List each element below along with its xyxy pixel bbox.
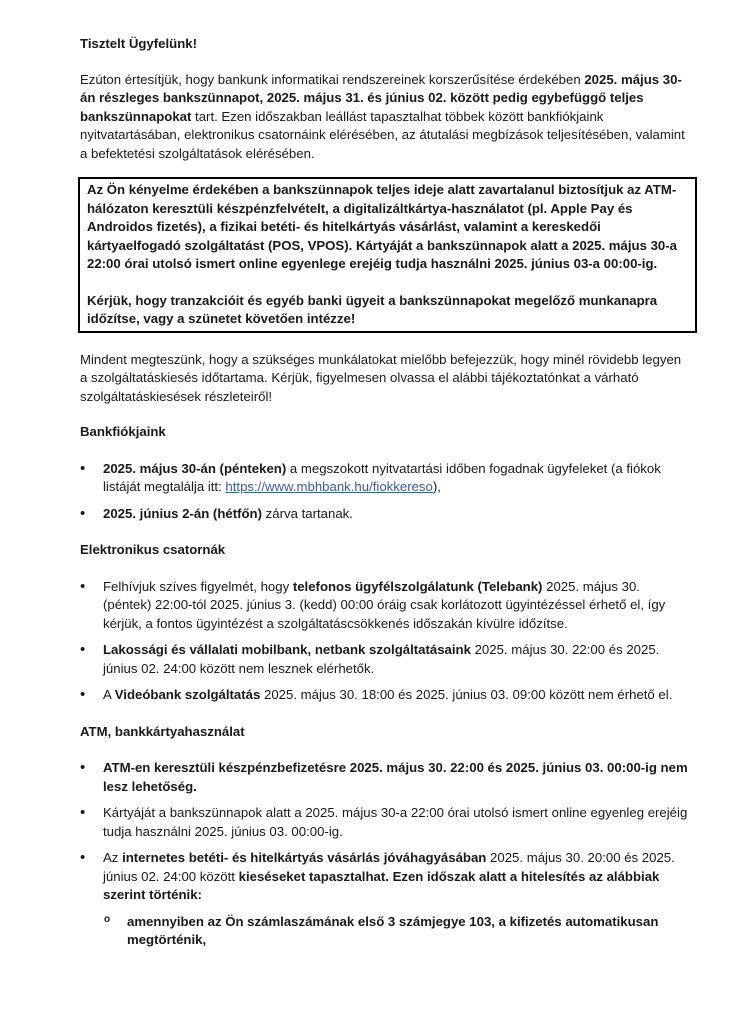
- sub-list-item: o amennyiben az Ön számlaszámának első 3 számjegye 103, a kifizetés automatikusan megtörténik,: [80, 913, 690, 950]
- list-item: [80, 804, 690, 841]
- item-text: Felhívjuk szíves figyelmét, hogy: [103, 578, 293, 594]
- section-heading-branches: Bankfiókjaink: [80, 424, 166, 439]
- item-text: 2025. május 30. 18:00 és 2025. június 03. 09:00 között nem érhető el.: [260, 687, 673, 702]
- notice-paragraph-2: Kérjük, hogy tranzakcióit és egyéb banki ügyeit a bankszünnapokat megelőző munkanapra időzítse, vagy a szünetet követően intézze!: [87, 292, 658, 326]
- greeting: Tisztelt Ügyfelünk!: [80, 36, 197, 51]
- electronic-list: [80, 578, 690, 705]
- item-bold: ATM-en keresztüli készpénzbefizetésre 2025. május 30. 22:00 és 2025. június 03. 00:00-ig nem lesz lehetőség.: [103, 760, 688, 794]
- branch-finder-link[interactable]: https://www.mbhbank.hu/fiokkereso: [225, 479, 433, 494]
- item-text: Az: [103, 850, 123, 865]
- list-item: [80, 641, 690, 678]
- item-text: 2025. május 30. 20:00 és 2025. június 02. 24:00 között: [103, 850, 675, 884]
- item-text: 2025. május 30. 22:00 és 2025. június 02. 24:00 között nem lesznek elérhetők.: [103, 642, 660, 676]
- intro-bold-dates: 2025. május 30-án részleges bankszünnapot, 2025. május 31. és június 02. között pedig egybefüggő teljes bankszünnapokat: [80, 71, 682, 124]
- list-item: [80, 759, 690, 796]
- item-bold: telefonos ügyfélszolgálatunk (Telebank): [292, 578, 543, 594]
- atm-list: [80, 759, 690, 950]
- item-bold: Lakossági és vállalati mobilbank, netbank szolgáltatásaink: [103, 642, 471, 657]
- list-item: [80, 505, 690, 524]
- item-text: 2025. május 30. (péntek) 22:00-tól 2025. június 3. (kedd) 00:00 óráig csak korlátozott ügyintézéssel érhető el, így kérjük, a fontos ügyintézést a szolgáltatáscsökkenés időszakán kívülre időzítse.: [103, 578, 666, 631]
- intro-text-1: Ezúton értesítjük, hogy bankunk informatikai rendszereinek korszerűsítése érdekében: [80, 71, 585, 87]
- notice-box: [78, 177, 697, 333]
- item-text: A: [103, 687, 115, 702]
- item-bold: 2025. június 2-án (hétfőn): [103, 505, 263, 521]
- item-bold: internetes betéti- és hitelkártyás vásárlás jóváhagyásában: [122, 850, 487, 865]
- item-bold: Videóbank szolgáltatás: [114, 687, 261, 702]
- lead-paragraph: Mindent megteszünk, hogy a szükséges munkálatokat mielőbb befejezzük, hogy minél rövidebb legyen a szolgáltatáskiesés időtartama. Kérjük, figyelmesen olvassa el alábbi tájékoztatónkat a várható szolgáltatáskiesések részleteiről!: [80, 351, 682, 404]
- item-bold: 2025. május 30-án (pénteken): [103, 460, 287, 476]
- notice-paragraph-1: Az Ön kényelme érdekében a bankszünnapok teljes ideje alatt zavartalanul biztosítjuk az ATM-hálózaton keresztüli készpénzfelvételt, a digitalizáltkártya-használatot (pl. Apple Pay és Androidos fizetés), a fizikai betéti- és hitelkártyás vásárlást, valamint a kereskedői kártyaelfogadó szolgáltatást (POS, VPOS). Kártyáját a bankszünnapok alatt a 2025. május 30-a 22:00 órai utolsó ismert online egyenlege erejéig tudja használni 2025. június 03-a 00:00-ig.: [87, 182, 677, 271]
- section-heading-electronic: Elektronikus csatornák: [80, 542, 226, 557]
- branches-list: [80, 460, 690, 524]
- item-bold: kieséseket tapasztalhat. Ezen időszak alatt a hitelesítés az alábbiak szerint történik:: [103, 868, 660, 902]
- list-item: [80, 849, 690, 905]
- intro-text-2: tart. Ezen időszakban leállást tapasztalhat többek között bankfiókjaink nyitvatartásában, elektronikus csatornáink elérésében, az átutalási megbízások teljesítésében, valamint a befektetési szolgáltatások elérésében.: [80, 108, 685, 161]
- list-item: [80, 460, 690, 497]
- item-text: zárva tartanak.: [262, 505, 353, 521]
- section-heading-atm: ATM, bankkártyahasználat: [80, 723, 245, 739]
- list-item: [80, 578, 690, 634]
- letter: [80, 35, 690, 968]
- item-text: a megszokott nyitvatartási időben fogadnak ügyfeleket (a fiókok listáját megtalálja itt:: [103, 460, 661, 494]
- intro-paragraph: [80, 71, 690, 164]
- list-item: [80, 686, 690, 705]
- item-text-end: ),: [432, 479, 441, 494]
- item-text: Kártyáját a bankszünnapok alatt a 2025. május 30-a 22:00 órai utolsó ismert online egyenleg erejéig tudja használni 2025. június 03. 00:00-ig.: [103, 805, 688, 839]
